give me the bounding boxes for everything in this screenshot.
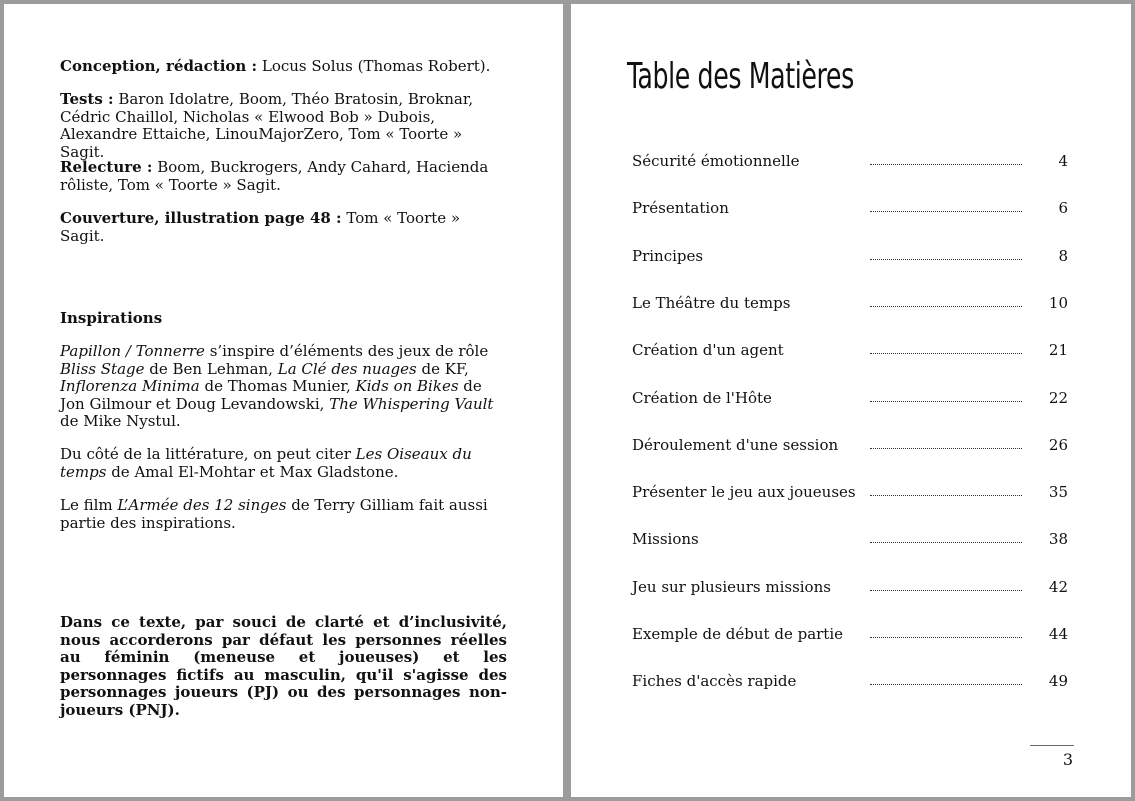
toc-entry-page: 44 <box>1048 625 1068 643</box>
text-run: de Terry Gilliam fait aussi partie des inspirations. <box>60 496 488 532</box>
text-run: Le film <box>60 496 118 514</box>
toc-entry[interactable] <box>632 151 1068 171</box>
toc-dot-leader <box>870 353 1022 354</box>
work-title: Inflorenza Minima <box>60 377 200 395</box>
credit-cover-label: Couverture, illustration page 48 : <box>60 209 342 227</box>
toc-dot-leader <box>870 542 1022 543</box>
toc-dot-leader <box>870 211 1022 212</box>
toc-entry-page: 10 <box>1048 293 1068 312</box>
toc-entry[interactable] <box>632 482 1068 502</box>
text-run: de KF, <box>416 359 469 378</box>
inspirations-heading: Inspirations <box>60 309 163 327</box>
page-left <box>4 4 563 797</box>
toc-entry[interactable] <box>632 293 1068 313</box>
inspirations-film <box>60 497 507 532</box>
toc-entry-label: Principes <box>632 246 704 265</box>
credit-proofreading <box>60 159 507 194</box>
work-title: Kids on Bikes <box>355 377 459 395</box>
text-run: de Jon Gilmour et Doug Levandowski, <box>60 377 482 413</box>
credit-design-value: Locus Solus (Thomas Robert). <box>257 57 491 75</box>
credit-cover-value: Tom « Toorte » Sagit. <box>60 209 461 245</box>
text-run: Du côté de la littérature, on peut citer <box>60 445 356 463</box>
credit-proof-label: Relecture : <box>60 158 153 176</box>
toc-entry-label: Présentation <box>632 199 729 218</box>
credit-tests <box>60 91 507 161</box>
toc-entry[interactable] <box>632 529 1068 549</box>
toc-dot-leader <box>870 495 1022 496</box>
work-title: La Clé des nuages <box>277 359 417 378</box>
work-title: The Whispering Vault <box>329 394 494 413</box>
work-title: Bliss Stage <box>60 359 145 378</box>
text-run: de Amal El-Mohtar et Max Gladstone. <box>106 462 399 481</box>
toc-dot-leader <box>870 306 1022 307</box>
credit-proof-value: Boom, Buckrogers, Andy Cahard, Hacienda rôliste, Tom « Toorte » Sagit. <box>60 158 489 194</box>
work-title: Les Oiseaux du temps <box>60 445 472 481</box>
toc-dot-leader <box>870 448 1022 449</box>
toc-entry[interactable] <box>632 198 1068 218</box>
toc-entry-label: Création d'un agent <box>632 341 784 360</box>
toc-entry-label: Sécurité émotionnelle <box>632 152 800 170</box>
toc-entry-page: 35 <box>1048 483 1068 502</box>
work-title: L’Armée des 12 singes <box>117 496 287 514</box>
toc-entry[interactable] <box>632 624 1068 644</box>
text-run: de Ben Lehman, <box>144 359 278 378</box>
toc-entry-label: Présenter le jeu aux joueuses <box>632 483 856 502</box>
toc-entry[interactable] <box>632 671 1068 691</box>
page-right <box>571 4 1131 797</box>
credit-tests-value: Baron Idolatre, Boom, Théo Bratosin, Broknar, Cédric Chaillol, Nicholas « Elwood Bob » Dubois, Alexandre Ettaiche, LinouMajorZero, Tom « Toorte » Sagit. <box>60 90 474 161</box>
toc-entry[interactable] <box>632 340 1068 360</box>
toc-entry-label: Exemple de début de partie <box>632 625 844 643</box>
text-run: s’inspire d’éléments des jeux de rôle <box>204 342 489 360</box>
toc-entry-page: 38 <box>1048 530 1068 549</box>
toc-entry-page: 6 <box>1058 199 1068 218</box>
toc-entry-page: 4 <box>1058 152 1068 170</box>
toc-dot-leader <box>870 259 1022 260</box>
inclusivity-notice: Dans ce texte, par souci de clarté et d’inclusivité, nous accorderons par défaut les personnes réelles au féminin (meneuse et joueuses) et les personnages fictifs au masculin, qu'il s'agisse des personnages joueurs (PJ) ou des personnages non-joueurs (PNJ). <box>60 613 507 719</box>
toc-entry-label: Fiches d'accès rapide <box>632 672 797 691</box>
toc-dot-leader <box>870 590 1022 591</box>
toc-entry-label: Création de l'Hôte <box>632 388 772 407</box>
credit-cover <box>60 210 507 245</box>
page-number: 3 <box>1062 750 1073 769</box>
toc-dot-leader <box>870 637 1022 638</box>
toc-entry-page: 8 <box>1058 246 1068 265</box>
toc-entry-page: 22 <box>1048 388 1068 407</box>
credit-design <box>60 58 507 76</box>
toc-entry-page: 49 <box>1048 672 1068 691</box>
toc-entry-page: 26 <box>1048 435 1068 454</box>
text-run: de Mike Nystul. <box>60 412 181 430</box>
toc-entry-label: Le Théâtre du temps <box>632 293 791 312</box>
toc-entry[interactable] <box>632 435 1068 455</box>
footer-rule <box>1030 745 1074 746</box>
toc-entry-label: Déroulement d'une session <box>632 435 839 454</box>
toc-dot-leader <box>870 401 1022 402</box>
work-title: Papillon / Tonnerre <box>60 342 205 360</box>
toc-entry-label: Missions <box>632 530 699 549</box>
toc-dot-leader <box>870 684 1022 685</box>
toc-entry-page: 21 <box>1048 341 1068 360</box>
text-run: de Thomas Munier, <box>199 377 356 395</box>
toc-dot-leader <box>870 164 1022 165</box>
toc-entry[interactable] <box>632 388 1068 408</box>
credit-tests-label: Tests : <box>60 90 114 108</box>
credit-design-label: Conception, rédaction : <box>60 57 258 75</box>
toc-title: Table des Matières <box>627 56 854 97</box>
toc-entry-label: Jeu sur plusieurs missions <box>632 577 831 596</box>
inspirations-literature <box>60 446 507 481</box>
toc-entry[interactable] <box>632 246 1068 266</box>
inspirations-games <box>60 343 507 431</box>
toc-entry-page: 42 <box>1048 577 1068 596</box>
toc-entry[interactable] <box>632 577 1068 597</box>
